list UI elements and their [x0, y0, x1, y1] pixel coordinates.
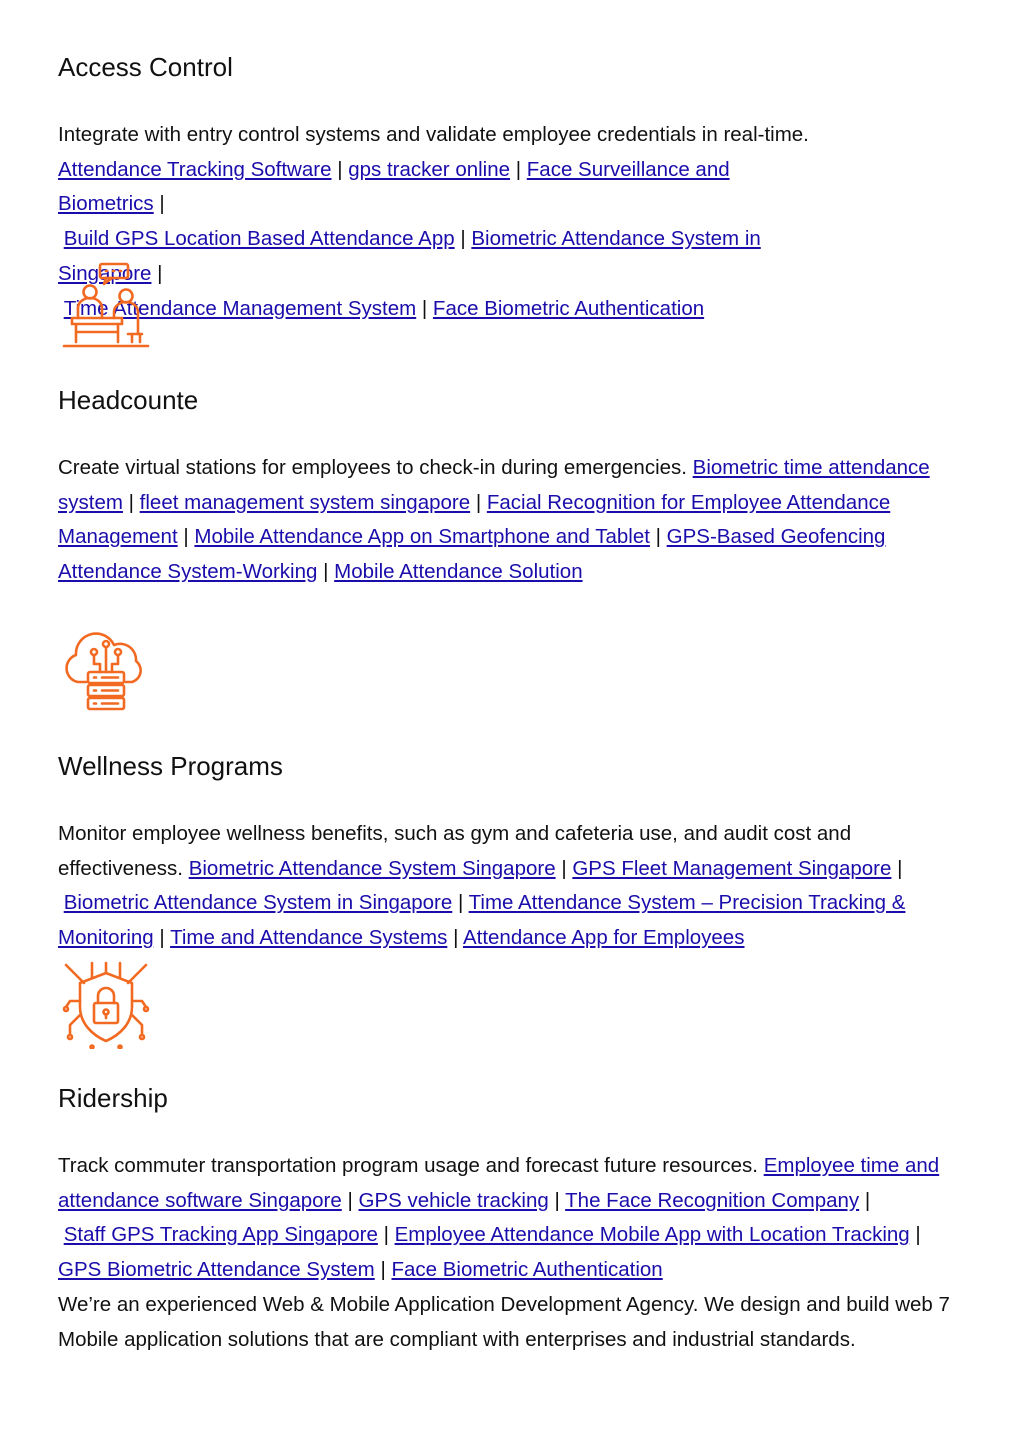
section-paragraph: Monitor employee wellness benefits, such as gym and cafeteria use, and audit cost and effectiveness. Biometric Attendance System Singapore | GPS Fleet Management Singapore | Biometric Attendance System in Singapore | Time Attendance System – Precision Tracking & Monitoring | Time and Attendance Systems | Attendance App for Employees — [58, 822, 906, 950]
meeting-desk-icon — [62, 262, 150, 350]
section-paragraph: Track commuter transportation program usage and forecast future resources. Employee time and attendance software Singapore | GPS vehicle tracking | The Face Recognition Company | Staff GPS Tracking App Singapore | Employee Attendance Mobile App with Location Tracking | GPS Biometric Attendance System | Face Biometric Authentication — [58, 1154, 940, 1282]
section-paragraph: Integrate with entry control systems and validate employee credentials in real-time. Attendance Tracking Software | gps tracker online | Face Surveillance and Biometrics | Build GPS Location Based Attendance App | Biometric Attendance System in Singapore | Time Attendance Management System | Face Biometric Authentication — [58, 123, 809, 320]
link-build-gps-attendance-app[interactable]: Build GPS Location Based Attendance App — [63, 227, 455, 251]
section-access-control — [58, 52, 968, 326]
link-employee-attendance-mobile-app[interactable]: Employee Attendance Mobile App with Location Tracking — [394, 1223, 910, 1247]
link-time-and-attendance-systems[interactable]: Time and Attendance Systems — [170, 926, 448, 950]
link-face-biometric-authentication[interactable]: Face Biometric Authentication — [432, 296, 705, 320]
link-face-surveillance[interactable]: Face Surveillance and Biometrics — [58, 157, 730, 216]
section-wellness-programs — [58, 751, 968, 956]
section-paragraph: Create virtual stations for employees to check-in during emergencies. Biometric time attendance system | fleet management system singapore | Facial Recognition for Employee Attendance Management | Mobile Attendance App on Smartphone and Tablet | GPS-Based Geofencing Attendance System-Working | Mobile Attendance Solution — [58, 456, 930, 584]
link-employee-time-attendance-software[interactable]: Employee time and attendance software Singapore — [58, 1154, 940, 1212]
link-gps-fleet-management[interactable]: GPS Fleet Management Singapore — [572, 856, 892, 880]
link-gps-biometric-attendance[interactable]: GPS Biometric Attendance System — [58, 1258, 375, 1282]
footer-paragraph: We’re an experienced Web & Mobile Application Development Agency. We design and build web 7 Mobile application solutions that are compliant with enterprises and industrial standards. — [58, 1292, 950, 1351]
link-staff-gps-tracking-app[interactable]: Staff GPS Tracking App Singapore — [63, 1223, 378, 1247]
section-intro: Track commuter transportation program usage and forecast future resources. — [58, 1154, 758, 1177]
section-intro: Create virtual stations for employees to check-in during emergencies. — [58, 456, 687, 479]
link-time-attendance-management[interactable]: Time Attendance Management System — [63, 296, 417, 320]
link-biometric-attendance-in-singapore[interactable]: Biometric Attendance System in Singapore — [63, 891, 453, 915]
link-face-biometric-authentication-2[interactable]: Face Biometric Authentication — [391, 1258, 663, 1282]
section-title: Ridership — [58, 1083, 168, 1113]
link-mobile-attendance-solution[interactable]: Mobile Attendance Solution — [334, 560, 583, 584]
section-title: Wellness Programs — [58, 751, 283, 781]
link-biometric-time-attendance[interactable]: Biometric time attendance system — [58, 456, 930, 514]
link-time-attendance-precision[interactable]: Time Attendance System – Precision Tracking & Monitoring — [58, 891, 906, 950]
section-intro: Monitor employee wellness benefits, such as gym and cafeteria use, and audit cost and effectiveness. — [58, 822, 852, 880]
link-gps-vehicle-tracking[interactable]: GPS vehicle tracking — [358, 1188, 549, 1212]
cloud-server-icon — [62, 628, 150, 716]
link-facial-recognition-attendance[interactable]: Facial Recognition for Employee Attendance Management — [58, 490, 891, 549]
section-headcounte — [58, 385, 968, 590]
link-fleet-management-singapore[interactable]: fleet management system singapore — [139, 490, 471, 514]
link-biometric-attendance-singapore[interactable]: Biometric Attendance System in Singapore — [58, 227, 761, 285]
link-gps-geofencing-attendance[interactable]: GPS-Based Geofencing Attendance System-Working — [58, 525, 886, 584]
link-attendance-app-employees[interactable]: Attendance App for Employees — [462, 926, 745, 950]
section-title: Access Control — [58, 52, 233, 82]
section-intro: Integrate with entry control systems and validate employee credentials in real-time. — [58, 123, 809, 146]
shield-lock-icon — [62, 961, 150, 1049]
link-biometric-attendance-system-singapore[interactable]: Biometric Attendance System Singapore — [188, 856, 556, 880]
section-ridership — [58, 1083, 968, 1357]
link-gps-tracker-online[interactable]: gps tracker online — [348, 157, 511, 181]
section-title: Headcounte — [58, 385, 199, 415]
link-face-recognition-company[interactable]: The Face Recognition Company — [565, 1188, 860, 1212]
link-attendance-tracking-software[interactable]: Attendance Tracking Software — [58, 157, 332, 181]
link-mobile-attendance-app[interactable]: Mobile Attendance App on Smartphone and Tablet — [194, 525, 650, 549]
